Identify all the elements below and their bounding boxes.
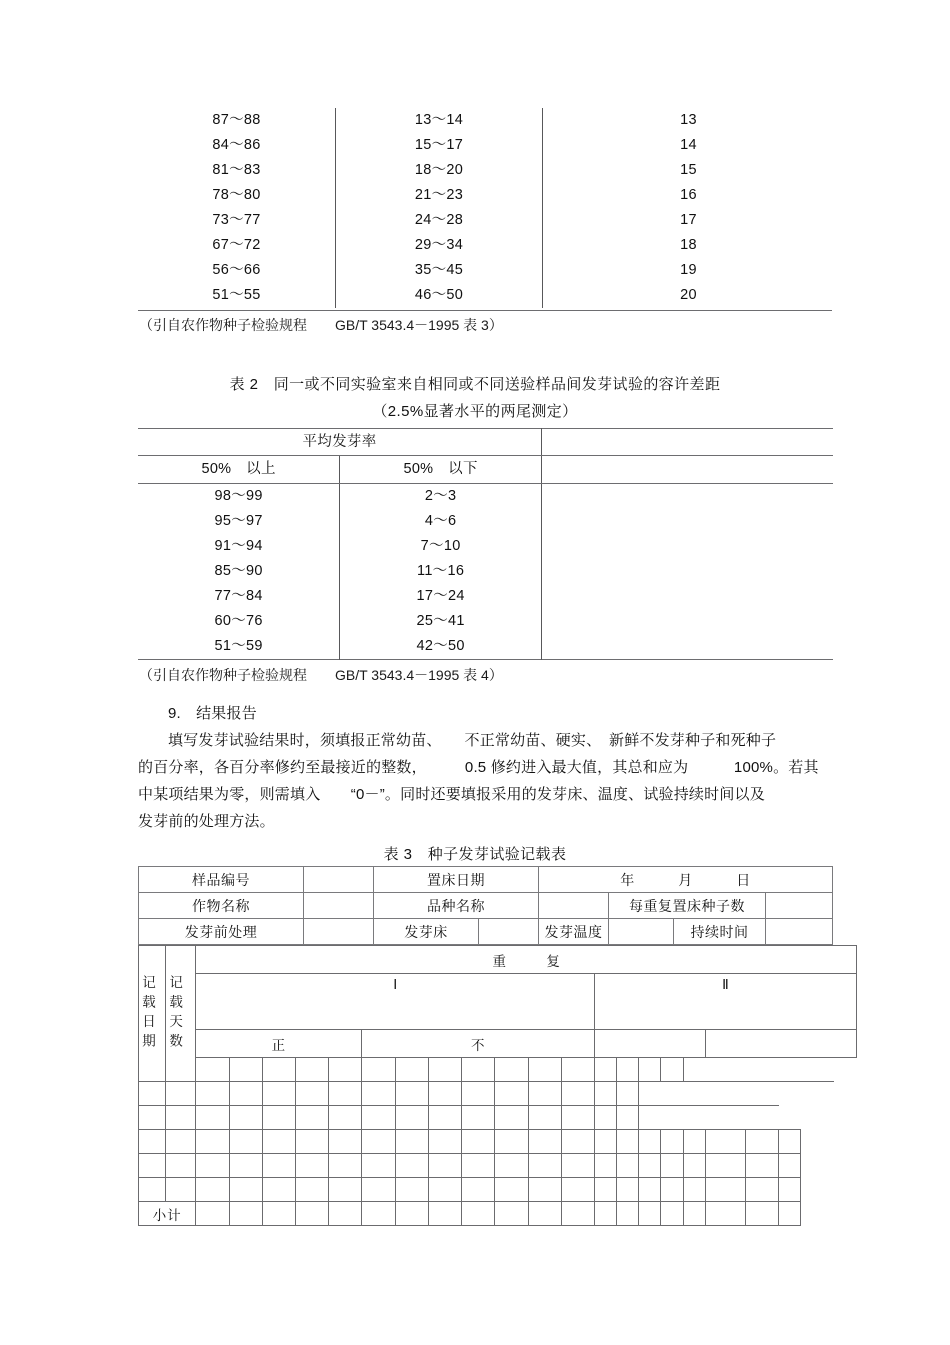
table-row (139, 1154, 857, 1178)
grid-cell[interactable] (395, 1130, 428, 1154)
table2-title-line2: （2.5%显著水平的两尾测定） (372, 403, 578, 420)
tolerance-table-2 (138, 428, 832, 660)
grid-cell[interactable] (561, 1202, 594, 1226)
header-rep2-b (705, 1030, 856, 1058)
grid-cell[interactable] (428, 1154, 461, 1178)
header-replicate-1: Ⅰ (196, 974, 595, 1030)
grid-cell[interactable] (229, 1058, 262, 1082)
table-row (138, 634, 833, 660)
label-record-date (139, 946, 166, 1082)
table-row (138, 534, 833, 559)
tolerance-table-1 (138, 108, 832, 308)
grid-cell[interactable] (362, 1058, 395, 1082)
grid-cell[interactable] (395, 1058, 428, 1082)
table2-group-header: 平均发芽率 (138, 429, 542, 456)
header-abnormal: 不 (362, 1030, 595, 1058)
grid-cell[interactable] (745, 1130, 778, 1154)
table2-cell (542, 609, 834, 634)
field-germination-temp[interactable] (609, 919, 674, 945)
grid-cell[interactable] (196, 1154, 229, 1178)
grid-cell[interactable] (745, 1154, 778, 1178)
table2-cell: 51～59 (138, 634, 340, 660)
prose-line: 的百分率，各百分率修约至最接近的整数， 0.5 修约进入最大值，其总和应为 100%。若其 (138, 759, 819, 776)
grid-cell[interactable] (617, 1130, 639, 1154)
grid-cell[interactable] (229, 1130, 262, 1154)
grid-cell[interactable] (683, 1130, 705, 1154)
table-row (139, 1178, 857, 1202)
table2-subheader-above50: 50% 以上 (138, 456, 340, 484)
grid-cell[interactable] (779, 1130, 801, 1154)
grid-cell[interactable] (196, 1178, 229, 1202)
grid-cell[interactable] (262, 1130, 295, 1154)
table1-body (138, 108, 834, 308)
table-row (138, 609, 833, 634)
table3-row-pretreatment (139, 919, 833, 945)
grid-cell[interactable] (639, 1202, 661, 1226)
field-duration[interactable] (766, 919, 833, 945)
table-row (138, 108, 834, 133)
table2-cell (542, 584, 834, 609)
table1-cell: 67～72 (138, 233, 336, 258)
grid-cell[interactable] (683, 1178, 705, 1202)
table3-data-grid (138, 945, 857, 1226)
prose-line: 填写发芽试验结果时，须填报正常幼苗、 不正常幼苗、硬实、 新鲜不发芽种子和死种子 (168, 732, 777, 749)
grid-cell[interactable] (595, 1106, 617, 1130)
grid-cell[interactable] (617, 1154, 639, 1178)
grid-cell[interactable] (395, 1106, 428, 1130)
grid-cell[interactable] (139, 1178, 166, 1202)
grid-cell[interactable] (296, 1082, 329, 1106)
table1-cell: 19 (680, 262, 697, 278)
label-subtotal: 小计 (139, 1202, 196, 1226)
grid-cell-wide[interactable] (639, 1106, 779, 1130)
table3-replicate-numbers-row (139, 974, 857, 1030)
grid-cell[interactable] (428, 1106, 461, 1130)
grid-cell[interactable] (139, 1154, 166, 1178)
grid-cell[interactable] (561, 1082, 594, 1106)
table2-source-note: （引自农作物种子检验规程 GB/T 3543.4－1995 表 4） (139, 667, 503, 683)
table2-subheader-row (138, 456, 833, 484)
field-seeds-per-replicate[interactable] (766, 893, 833, 919)
grid-cell[interactable] (705, 1154, 745, 1178)
grid-cell[interactable] (395, 1082, 428, 1106)
table1-cell: 18～20 (336, 158, 543, 183)
table3-title: 表 3 种子发芽试验记载表 (383, 846, 567, 863)
grid-cell[interactable] (528, 1058, 561, 1082)
grid-cell[interactable] (683, 1202, 705, 1226)
grid-cell[interactable] (661, 1178, 683, 1202)
table1-cell: 35～45 (336, 258, 543, 283)
table1-cell: 51～55 (138, 283, 336, 308)
table2-group-header-row (138, 429, 833, 456)
grid-cell[interactable] (561, 1106, 594, 1130)
table1-cell: 13～14 (336, 108, 543, 133)
grid-cell[interactable] (296, 1154, 329, 1178)
grid-cell[interactable] (617, 1178, 639, 1202)
header-normal: 正 (196, 1030, 362, 1058)
table1-cell: 73～77 (138, 208, 336, 233)
grid-cell[interactable] (595, 1082, 617, 1106)
table2-cell (542, 634, 834, 660)
grid-cell[interactable] (745, 1178, 778, 1202)
table2-cell: 4～6 (340, 509, 542, 534)
table2-cell: 77～84 (138, 584, 340, 609)
grid-cell[interactable] (462, 1058, 495, 1082)
prose-line: 发芽前的处理方法。 (138, 813, 275, 830)
grid-cell[interactable] (395, 1154, 428, 1178)
grid-cell[interactable] (362, 1154, 395, 1178)
grid-cell[interactable] (561, 1154, 594, 1178)
grid-cell[interactable] (661, 1154, 683, 1178)
grid-cell[interactable] (362, 1082, 395, 1106)
grid-cell[interactable] (229, 1106, 262, 1130)
grid-cell[interactable] (196, 1058, 229, 1082)
table1-cell: 84～86 (138, 133, 336, 158)
label-seeds-per-replicate: 每重复置床种子数 (609, 893, 766, 919)
grid-cell[interactable] (639, 1154, 661, 1178)
grid-cell[interactable] (229, 1202, 262, 1226)
grid-cell[interactable] (196, 1082, 229, 1106)
grid-cell[interactable] (495, 1154, 528, 1178)
grid-cell[interactable] (639, 1058, 661, 1082)
grid-cell[interactable] (166, 1130, 196, 1154)
grid-cell[interactable] (329, 1058, 362, 1082)
table2-group-header-empty (542, 429, 834, 456)
grid-cell[interactable] (528, 1106, 561, 1130)
table2-cell: 85～90 (138, 559, 340, 584)
grid-cell[interactable] (617, 1082, 639, 1106)
grid-cell[interactable] (595, 1202, 617, 1226)
grid-cell[interactable] (462, 1154, 495, 1178)
table-row (139, 1106, 857, 1130)
grid-cell[interactable] (296, 1130, 329, 1154)
header-rep2-a (595, 1030, 706, 1058)
grid-cell[interactable] (262, 1154, 295, 1178)
field-sample-number[interactable] (304, 867, 374, 893)
table1-source-note: （引自农作物种子检验规程 GB/T 3543.4－1995 表 3） (139, 317, 503, 333)
grid-cell[interactable] (329, 1202, 362, 1226)
grid-cell[interactable] (495, 1106, 528, 1130)
table1-cell: 15 (680, 162, 697, 178)
grid-cell[interactable] (595, 1178, 617, 1202)
label-sample-number: 样品编号 (139, 867, 304, 893)
grid-cell[interactable] (296, 1178, 329, 1202)
field-pretreatment[interactable] (304, 919, 374, 945)
table1-cell: 21～23 (336, 183, 543, 208)
grid-cell[interactable] (462, 1202, 495, 1226)
table2-grid (138, 428, 833, 660)
table2-cell (542, 484, 834, 510)
grid-cell[interactable] (229, 1178, 262, 1202)
grid-cell[interactable] (561, 1130, 594, 1154)
grid-cell[interactable] (745, 1202, 778, 1226)
label-duration: 持续时间 (674, 919, 766, 945)
grid-cell[interactable] (229, 1082, 262, 1106)
table1-grid (138, 108, 834, 308)
table-row (138, 183, 834, 208)
grid-cell[interactable] (428, 1082, 461, 1106)
grid-cell[interactable] (139, 1130, 166, 1154)
table1-cell: 18 (680, 237, 697, 253)
grid-cell[interactable] (262, 1202, 295, 1226)
grid-cell[interactable] (329, 1082, 362, 1106)
grid-cell[interactable] (705, 1178, 745, 1202)
label-record-date-text: 记载日期 (140, 974, 155, 1053)
grid-cell[interactable] (362, 1202, 395, 1226)
grid-cell[interactable] (229, 1154, 262, 1178)
label-germination-temp: 发芽温度 (539, 919, 609, 945)
grid-cell[interactable] (779, 1202, 801, 1226)
label-record-days-text: 记载天数 (167, 974, 183, 1053)
table1-cell: 14 (680, 137, 697, 153)
table2-cell: 42～50 (340, 634, 542, 660)
grid-cell[interactable] (262, 1178, 295, 1202)
label-bed-date: 置床日期 (374, 867, 539, 893)
grid-cell[interactable] (528, 1154, 561, 1178)
table1-cell: 20 (680, 287, 697, 303)
results-report-section (138, 700, 838, 835)
field-bed-date[interactable]: 年 月 日 (539, 867, 833, 893)
grid-cell[interactable] (262, 1058, 295, 1082)
grid-cell[interactable] (395, 1202, 428, 1226)
table1-cell: 15～17 (336, 133, 543, 158)
grid-cell[interactable] (139, 1082, 166, 1106)
grid-cell[interactable] (296, 1106, 329, 1130)
label-variety-name: 品种名称 (374, 893, 539, 919)
grid-cell[interactable] (639, 1178, 661, 1202)
table3-header-body (139, 867, 833, 945)
table1-cell: 13 (680, 112, 697, 128)
label-germination-bed: 发芽床 (374, 919, 479, 945)
grid-cell[interactable] (661, 1130, 683, 1154)
grid-cell[interactable] (428, 1130, 461, 1154)
grid-cell[interactable] (495, 1058, 528, 1082)
table-row (138, 208, 834, 233)
table3-subtotal-row (139, 1202, 857, 1226)
grid-cell[interactable] (528, 1178, 561, 1202)
table1-cell: 17 (680, 212, 697, 228)
header-replicate-2: Ⅱ (595, 974, 857, 1030)
field-variety-name[interactable] (539, 893, 609, 919)
prose-line: 中某项结果为零，则需填入 “0－”。同时还要填报采用的发芽床、温度、试验持续时间以及 (138, 786, 765, 803)
grid-cell[interactable] (395, 1178, 428, 1202)
grid-cell[interactable] (661, 1202, 683, 1226)
grid-cell-wide[interactable] (639, 1082, 779, 1106)
grid-cell[interactable] (617, 1106, 639, 1130)
header-replicate: 重 复 (196, 946, 857, 974)
table-row (138, 158, 834, 183)
grid-cell[interactable] (329, 1178, 362, 1202)
table1-cell: 81～83 (138, 158, 336, 183)
table2-cell (542, 509, 834, 534)
grid-cell[interactable] (495, 1130, 528, 1154)
table1-cell: 56～66 (138, 258, 336, 283)
grid-cell[interactable] (462, 1178, 495, 1202)
grid-cell[interactable] (139, 1106, 166, 1130)
grid-cell[interactable] (495, 1178, 528, 1202)
grid-cell[interactable] (595, 1154, 617, 1178)
table2-cell: 60～76 (138, 609, 340, 634)
table1-cell: 78～80 (138, 183, 336, 208)
table-row (138, 133, 834, 158)
table2-subheader-below50: 50% 以下 (340, 456, 542, 484)
table-row (139, 1082, 857, 1106)
table-row (138, 509, 833, 534)
table2-cell: 91～94 (138, 534, 340, 559)
table-row (138, 484, 833, 510)
grid-cell[interactable] (495, 1082, 528, 1106)
table2-title-line1: 表 2 同一或不同实验室来自相同或不同送验样品间发芽试验的容许差距 (229, 376, 721, 393)
grid-cell[interactable] (462, 1106, 495, 1130)
grid-cell[interactable] (428, 1058, 461, 1082)
label-record-days (166, 946, 196, 1082)
grid-cell[interactable] (428, 1178, 461, 1202)
grid-cell[interactable] (528, 1202, 561, 1226)
table2-cell (542, 534, 834, 559)
grid-cell[interactable] (166, 1154, 196, 1178)
table2-body (138, 429, 833, 660)
grid-cell[interactable] (705, 1130, 745, 1154)
table1-cell: 87～88 (138, 108, 336, 133)
table-row (138, 584, 833, 609)
grid-cell[interactable] (561, 1178, 594, 1202)
grid-cell[interactable] (462, 1082, 495, 1106)
grid-cell[interactable] (705, 1202, 745, 1226)
section-heading: 9. 结果报告 (168, 705, 257, 722)
table-row (138, 559, 833, 584)
table2-cell: 7～10 (340, 534, 542, 559)
germination-record-table (138, 866, 857, 1226)
grid-cell[interactable] (528, 1130, 561, 1154)
table3-subheader-row (139, 1030, 857, 1058)
table3-grid-body (139, 946, 857, 1226)
grid-cell[interactable] (166, 1106, 196, 1130)
grid-cell[interactable] (779, 1154, 801, 1178)
grid-cell-wide[interactable] (683, 1058, 834, 1082)
table2-cell: 2～3 (340, 484, 542, 510)
field-crop-name[interactable] (304, 893, 374, 919)
grid-cell[interactable] (262, 1082, 295, 1106)
grid-cell[interactable] (561, 1058, 594, 1082)
table2-cell: 25～41 (340, 609, 542, 634)
table1-cell: 46～50 (336, 283, 543, 308)
grid-cell[interactable] (779, 1178, 801, 1202)
grid-cell[interactable] (329, 1154, 362, 1178)
table2-cell: 11～16 (340, 559, 542, 584)
table3-header-block (138, 866, 833, 945)
grid-cell[interactable] (196, 1130, 229, 1154)
table2-cell: 17～24 (340, 584, 542, 609)
table-row (138, 283, 834, 308)
grid-cell[interactable] (166, 1178, 196, 1202)
grid-cell[interactable] (329, 1130, 362, 1154)
field-germination-bed[interactable] (479, 919, 539, 945)
table-row (138, 258, 834, 283)
table2-subheader-empty (542, 456, 834, 484)
table2-cell: 98～99 (138, 484, 340, 510)
table1-cell: 24～28 (336, 208, 543, 233)
grid-cell[interactable] (362, 1106, 395, 1130)
grid-cell[interactable] (296, 1058, 329, 1082)
table-row (139, 1058, 857, 1082)
grid-cell[interactable] (196, 1202, 229, 1226)
grid-cell[interactable] (166, 1082, 196, 1106)
table2-cell: 95～97 (138, 509, 340, 534)
grid-cell[interactable] (661, 1058, 683, 1082)
table-row (138, 233, 834, 258)
grid-cell[interactable] (362, 1178, 395, 1202)
table1-bottom-rule (138, 310, 832, 311)
table3-row-crop (139, 893, 833, 919)
label-crop-name: 作物名称 (139, 893, 304, 919)
grid-cell[interactable] (528, 1082, 561, 1106)
table-row (139, 1130, 857, 1154)
grid-cell[interactable] (329, 1106, 362, 1130)
table1-cell: 16 (680, 187, 697, 203)
grid-cell[interactable] (262, 1106, 295, 1130)
table3-row-sample (139, 867, 833, 893)
label-pretreatment: 发芽前处理 (139, 919, 304, 945)
grid-cell[interactable] (196, 1106, 229, 1130)
grid-cell[interactable] (595, 1058, 617, 1082)
table3-replicate-header-row (139, 946, 857, 974)
grid-cell[interactable] (462, 1130, 495, 1154)
grid-cell[interactable] (617, 1058, 639, 1082)
grid-cell[interactable] (639, 1130, 661, 1154)
grid-cell[interactable] (617, 1202, 639, 1226)
grid-cell[interactable] (296, 1202, 329, 1226)
grid-cell[interactable] (683, 1154, 705, 1178)
grid-cell[interactable] (428, 1202, 461, 1226)
grid-cell[interactable] (595, 1130, 617, 1154)
grid-cell[interactable] (362, 1130, 395, 1154)
table1-cell: 29～34 (336, 233, 543, 258)
table2-cell (542, 559, 834, 584)
grid-cell[interactable] (495, 1202, 528, 1226)
